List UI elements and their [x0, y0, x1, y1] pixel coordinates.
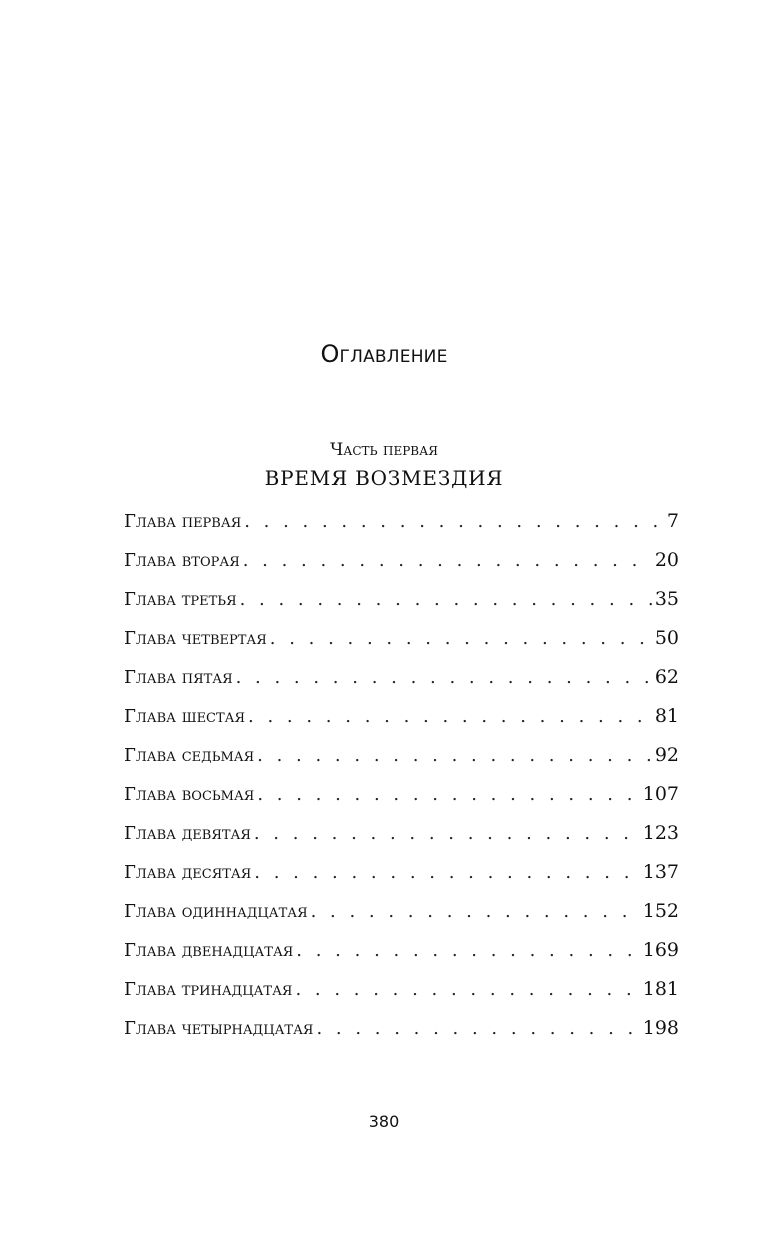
toc-entry-label: Глава восьмая [124, 784, 255, 805]
dot-leader [240, 589, 652, 610]
dot-leader [316, 1018, 639, 1039]
toc-entry-label: Глава четырнадцатая [124, 1018, 314, 1039]
dot-leader [257, 784, 639, 805]
toc-entry-page: 181 [642, 978, 679, 1000]
toc-entry-label: Глава одиннадцатая [124, 901, 308, 922]
toc-entry-page: 50 [654, 627, 679, 649]
dot-leader [311, 901, 640, 922]
dot-leader [236, 667, 652, 688]
toc-entry [124, 705, 679, 744]
toc-entry-page: 137 [642, 861, 679, 883]
toc-entry-label: Глава вторая [124, 550, 240, 571]
part-title: ВРЕМЯ ВОЗМЕЗДИЯ [264, 466, 504, 490]
dot-leader [295, 979, 639, 1000]
toc-entry [124, 822, 679, 861]
toc-entry-page: 169 [642, 939, 679, 961]
dot-leader [248, 706, 652, 727]
toc-entry [124, 549, 679, 588]
toc-entry-page: 123 [642, 822, 679, 844]
toc-entry [124, 666, 679, 705]
toc-entry-label: Глава шестая [124, 706, 246, 727]
toc-entry-label: Глава третья [124, 589, 237, 610]
toc-entry-page: 107 [642, 783, 679, 805]
toc-entry-page: 81 [654, 705, 679, 727]
toc-entry [124, 588, 679, 627]
toc-entry [124, 744, 679, 783]
toc-entry [124, 900, 679, 939]
toc-entry [124, 978, 679, 1017]
toc-entry [124, 861, 679, 900]
toc-entry-label: Глава девятая [124, 823, 251, 844]
toc-entry-label: Глава седьмая [124, 745, 255, 766]
toc-entry-label: Глава четвертая [124, 628, 267, 649]
dot-leader [254, 823, 640, 844]
dot-leader [243, 550, 652, 571]
toc-entry-page: 62 [654, 666, 679, 688]
toc-entry [124, 1017, 679, 1056]
toc-entry-label: Глава тринадцатая [124, 979, 293, 1000]
toc-entry [124, 510, 679, 549]
dot-leader [296, 940, 639, 961]
toc-entry [124, 627, 679, 666]
page-title: Оглавление [320, 340, 448, 368]
toc-entry-label: Глава двенадцатая [124, 940, 294, 961]
toc-entry-page: 198 [642, 1017, 679, 1039]
toc-entry-page: 20 [654, 549, 679, 571]
toc-entry-label: Глава десятая [124, 862, 252, 883]
table-of-contents [124, 510, 679, 1056]
toc-entry-page: 152 [642, 900, 679, 922]
part-label: Часть первая [330, 440, 438, 460]
toc-entry [124, 783, 679, 822]
toc-entry-page: 92 [654, 744, 679, 766]
dot-leader [254, 862, 639, 883]
toc-entry-page: 35 [654, 588, 679, 610]
toc-entry-label: Глава пятая [124, 667, 233, 688]
dot-leader [257, 745, 652, 766]
toc-entry-label: Глава первая [124, 511, 242, 532]
toc-entry-page: 7 [666, 510, 679, 532]
dot-leader [244, 511, 664, 532]
dot-leader [270, 628, 652, 649]
page-number: 380 [368, 1112, 400, 1131]
toc-entry [124, 939, 679, 978]
